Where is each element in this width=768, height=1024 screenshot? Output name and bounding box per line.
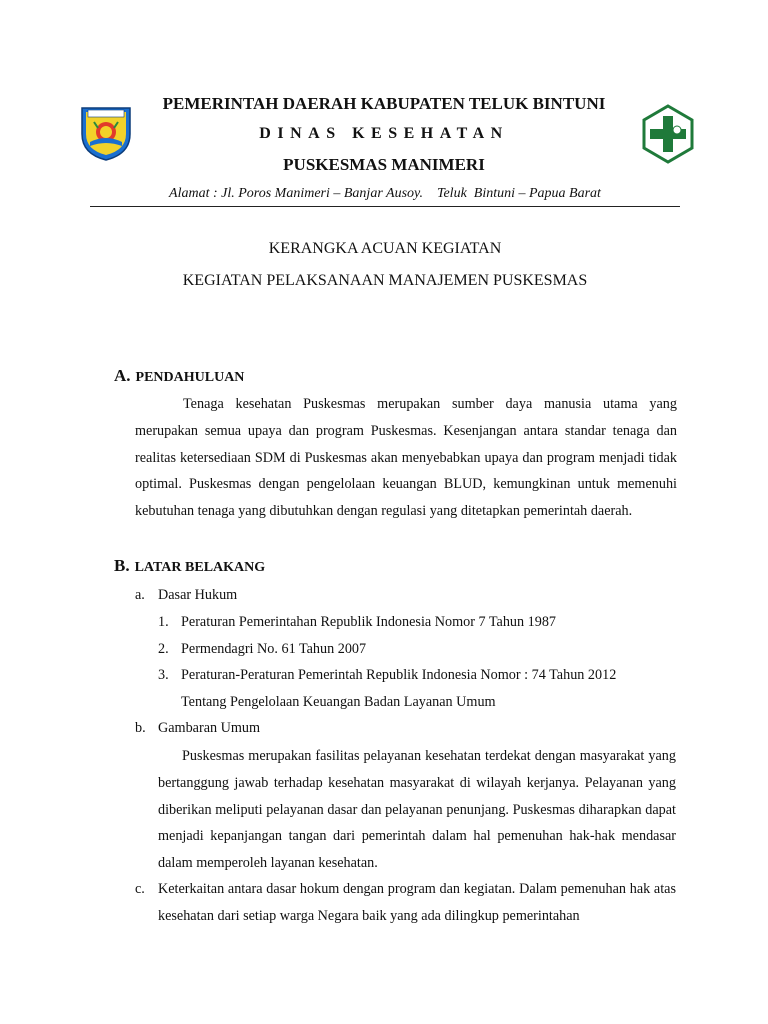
letterhead-address: Alamat : Jl. Poros Manimeri – Banjar Ausoy. Teluk Bintuni – Papua Barat [169, 186, 601, 201]
legal-basis-number: 2. [158, 641, 169, 657]
item-c-paragraph: Keterkaitan antara dasar hokum dengan program dan kegiatan. Dalam pemenuhan hak atas kesehatan dari setiap warga Negara baik yang ada dilingkup pemerintahan [158, 881, 676, 924]
item-a-label: Dasar Hukum [158, 587, 238, 603]
document-title: KERANGKA ACUAN KEGIATAN [268, 240, 502, 257]
item-a-marker: a. [135, 587, 145, 603]
legal-basis-item: Peraturan Pemerintahan Republik Indonesia Nomor 7 Tahun 1987 [181, 614, 557, 630]
teluk-bintuni-regency-crest-icon [78, 104, 134, 162]
document-subtitle: KEGIATAN PELAKSANAAN MANAJEMEN PUSKESMAS [182, 272, 588, 289]
section-a-paragraph: Tenaga kesehatan Puskesmas merupakan sumber daya manusia utama yang merupakan semua upaya dan program Puskesmas. Kesenjangan antara standar tenaga dan realitas ketersediaan SDM di Puskesmas akan menyebabkan upaya dan program menjadi tidak optimal. Puskesmas dengan pengelolaan keuangan BLUD, kemungkinan untuk memenuhi kebutuhan tenaga yang dibutuhkan dengan regulasi yang ditetapkan pemerintah daerah. [135, 396, 677, 520]
legal-basis-item: Peraturan-Peraturan Pemerintah Republik Indonesia Nomor : 74 Tahun 2012 [181, 667, 617, 683]
section-b-heading [114, 556, 265, 576]
item-b-label: Gambaran Umum [158, 720, 261, 736]
letterhead-institution: PUSKESMAS MANIMERI [283, 155, 485, 174]
legal-basis-number: 3. [158, 667, 169, 683]
legal-basis-item: Permendagri No. 61 Tahun 2007 [181, 641, 367, 657]
section-b-title: LATAR BELAKANG [134, 560, 266, 575]
item-c-marker: c. [135, 881, 145, 897]
section-a-heading [114, 366, 244, 386]
section-a-letter: A. [114, 366, 131, 385]
item-b-paragraph: Puskesmas merupakan fasilitas pelayanan kesehatan terdekat dengan masyarakat yang bertanggung jawab terhadap kesehatan masyarakat di wilayah kerjanya. Pelayanan yang diberikan meliputi pelayanan dasar dan pelayanan penunjang. Puskesmas diharapkan dapat menjadi kepanjangan tangan dari pemerintah dalam hal pemenuhan hak-hak mendasar dalam memperoleh layanan kesehatan. [158, 748, 676, 872]
legal-basis-number: 1. [158, 614, 169, 630]
legal-basis-item-continuation: Tentang Pengelolaan Keuangan Badan Layanan Umum [181, 694, 496, 710]
letterhead-agency: DINAS KESEHATAN [259, 125, 509, 142]
letterhead-government: PEMERINTAH DAERAH KABUPATEN TELUK BINTUNI [162, 94, 606, 113]
puskesmas-green-cross-icon [640, 104, 696, 164]
item-b-marker: b. [135, 720, 146, 736]
section-b-letter: B. [114, 556, 130, 575]
letterhead-divider [90, 206, 680, 207]
section-a-title: PENDAHULUAN [135, 370, 245, 385]
